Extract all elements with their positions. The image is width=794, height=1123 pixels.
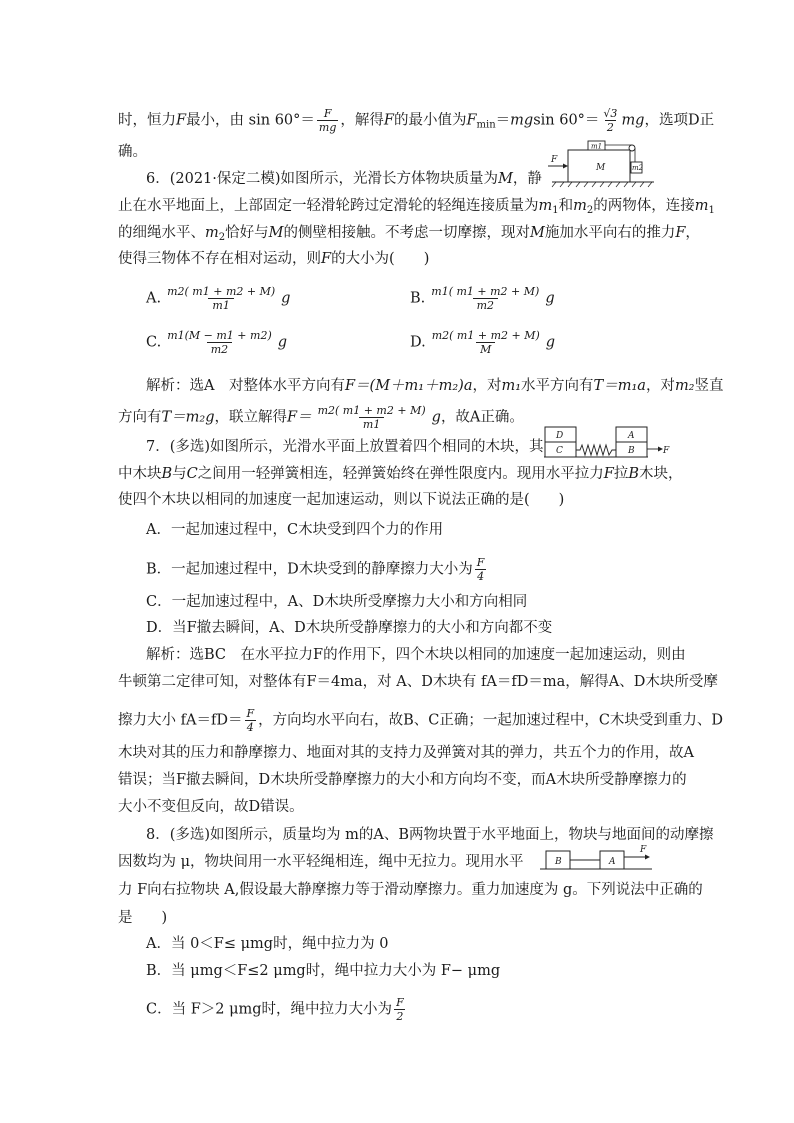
- text: 方向有: [118, 409, 162, 426]
- sub: 1: [552, 205, 559, 216]
- denominator: 2: [396, 1010, 404, 1023]
- var-m1: m: [538, 198, 553, 214]
- q8-line-3: 力 F向右拉物块 A,假设最大静摩擦力等于滑动摩擦力。重力加速度为 g。下列说法中正确的: [118, 882, 703, 898]
- q6-option-d: [410, 330, 555, 355]
- ground-hatch: [552, 182, 652, 187]
- numerator: √3: [603, 107, 618, 120]
- text: 的最小值为: [393, 112, 467, 129]
- text: 的大小为( ): [331, 251, 430, 267]
- pulley: [629, 145, 635, 151]
- denominator: m2: [207, 342, 232, 355]
- text: 拉: [613, 466, 629, 482]
- q7-solution-line-6: 大小不变但反向，故D错误。: [118, 799, 304, 815]
- numerator: m2( m1 + m2 + M): [317, 404, 426, 417]
- text: ，解得: [340, 112, 384, 129]
- label-D: D: [556, 431, 564, 441]
- text: 恰好与: [225, 225, 269, 241]
- text: 和: [558, 198, 574, 214]
- text: 擦力大小 fA＝fD＝: [118, 712, 243, 729]
- q6-line-2: [118, 196, 715, 216]
- text: sin 60°＝: [533, 112, 600, 129]
- q7-option-b: [146, 557, 488, 582]
- q7-solution-line-3: [118, 708, 723, 733]
- var-mg: mg: [510, 112, 534, 129]
- var-g: g: [545, 290, 555, 307]
- var-M: M: [498, 171, 513, 187]
- label-F: F: [640, 845, 647, 855]
- q7-option-c: C．一起加速过程中，A、D木块所受摩擦力大小和方向相同: [146, 594, 528, 610]
- fraction: [394, 997, 406, 1022]
- q6-line-4: [118, 249, 429, 269]
- var-mg: mg: [621, 112, 645, 129]
- option-label: C.: [146, 334, 162, 351]
- fraction: [163, 286, 279, 311]
- fraction: [317, 108, 338, 133]
- var-m2: m: [573, 198, 587, 214]
- q8-line-1: 8．(多选)如图所示，质量均为 m的A、B两物块置于水平地面上，物块与地面间的动摩擦: [146, 827, 714, 843]
- equation: T＝m₂g: [161, 409, 215, 426]
- q8-option-b: B．当 μmg＜F≤2 μmg时，绳中拉力大小为 F− μmg: [146, 963, 501, 979]
- denominator: 4: [477, 570, 485, 583]
- denominator: m1: [359, 417, 384, 430]
- text: ，对: [645, 378, 675, 394]
- var-g: g: [281, 290, 291, 307]
- denominator: mg: [318, 121, 337, 134]
- text: ，联立解得: [214, 409, 288, 426]
- numerator: m1(M − m1 + m2): [167, 329, 272, 342]
- text: ＝: [495, 112, 511, 129]
- text: 6．(2021·保定二模)如图所示，光滑长方体物块质量为: [146, 171, 499, 187]
- label-m2: m2: [632, 164, 644, 172]
- q7-solution-line-5: 错误；当F撤去瞬间，D木块所受静摩擦力的大小和方向均不变，而A木块所受静摩擦力的: [118, 772, 687, 788]
- sub: 1: [708, 205, 715, 216]
- q6-option-c: [146, 330, 287, 355]
- q7-solution-line-2: 牛顿第二定律可知，对整体有F＝4ma，对 A、D木块有 fA＝fD＝ma，解得A、D木块所受摩: [118, 674, 718, 690]
- fraction: [163, 330, 276, 355]
- text: 与: [172, 466, 187, 482]
- var-F: F: [176, 112, 187, 129]
- text: B．一起加速过程中，D木块受到的静摩擦力大小为: [146, 561, 473, 578]
- label-A: A: [628, 431, 635, 441]
- var-g: g: [277, 334, 288, 351]
- numerator: F: [246, 707, 255, 720]
- var-F: F: [603, 466, 614, 482]
- label-C: C: [556, 446, 563, 456]
- spring: [576, 445, 616, 455]
- q7-figure: [544, 423, 670, 459]
- q7-option-d: D．当F撤去瞬间，A、D木块所受静摩擦力的大小和方向都不变: [146, 620, 553, 636]
- fraction: [244, 708, 256, 733]
- q8-option-a: A．当 0＜F≤ μmg时，绳中拉力为 0: [146, 936, 389, 952]
- denominator: m1: [208, 298, 233, 311]
- text: 中木块: [118, 466, 162, 482]
- option-label: A.: [146, 290, 162, 307]
- var-m1: m₁: [501, 378, 522, 394]
- var-m1: m: [694, 198, 709, 214]
- var-F: F: [675, 225, 686, 241]
- text: 止在水平地面上，上部固定一轻滑轮跨过定滑轮的轻绳连接质量为: [118, 198, 539, 214]
- q8-figure: [540, 843, 660, 873]
- option-label: D.: [410, 334, 426, 351]
- numerator: m2( m1 + m2 + M): [431, 329, 540, 342]
- var-M: M: [268, 225, 284, 241]
- denominator: M: [476, 342, 495, 355]
- label-F: F: [551, 155, 558, 165]
- q7-solution-line-4: 木块对其的压力和静摩擦力、地面对其的支持力及弹簧对其的弹力，共五个力的作用，故A: [118, 745, 694, 761]
- numerator: F: [396, 996, 404, 1009]
- numerator: F: [323, 107, 332, 120]
- var-F: F: [321, 251, 332, 267]
- text: ，方向均水平向右，故B、C正确；一起加速过程中，C木块受到重力、D: [258, 712, 724, 729]
- text: 的细绳水平、: [118, 225, 205, 241]
- var-g: g: [431, 409, 441, 426]
- subscript: min: [476, 119, 496, 131]
- text: ，故A正确。: [440, 409, 524, 426]
- text: 水平方向有: [521, 378, 594, 394]
- sub: 2: [218, 232, 226, 243]
- var-B: B: [628, 466, 639, 482]
- q6-option-b: [410, 286, 555, 311]
- var-g: g: [545, 334, 556, 351]
- var-B: B: [161, 466, 173, 482]
- text: 的侧壁相接触。不考虑一切摩擦，现对: [283, 225, 530, 241]
- fraction: [314, 405, 430, 430]
- var-M: M: [529, 225, 545, 241]
- q6-line-3: [118, 223, 700, 243]
- label-A: A: [609, 857, 616, 867]
- q8-option-c: [146, 997, 408, 1022]
- intro-line-2: 确。: [118, 144, 147, 160]
- text: C．当 F＞2 μmg时，绳中拉力大小为: [146, 1001, 393, 1018]
- denominator: 4: [246, 721, 254, 734]
- fraction: [475, 557, 487, 582]
- q6-figure: [548, 140, 658, 190]
- text: 使得三物体不存在相对运动，则: [118, 251, 321, 267]
- q6-line-1: [146, 169, 542, 189]
- text: ，静: [512, 171, 542, 187]
- numerator: m2( m1 + m2 + M): [167, 285, 276, 298]
- option-label: B.: [410, 290, 426, 307]
- fraction: [427, 286, 543, 311]
- var-F: F: [466, 112, 477, 129]
- q7-line-2: [118, 464, 682, 484]
- text: 的两物体，连接: [593, 198, 695, 214]
- q6-solution-line-1: [146, 376, 724, 396]
- text: 解析：选A 对整体水平方向有: [146, 378, 345, 394]
- label-m1: m1: [591, 142, 603, 151]
- text: 竖直: [694, 378, 724, 394]
- sub: 2: [586, 205, 594, 216]
- fraction: [601, 108, 619, 133]
- q7-solution-line-1: 解析：选BC 在水平拉力F的作用下，四个木块以相同的加速度一起加速运动，则由: [146, 647, 686, 663]
- var-m2: m₂: [674, 378, 695, 394]
- text: 之间用一轻弹簧相连，轻弹簧始终在弹性限度内。现用水平拉力: [197, 466, 604, 482]
- text: ，对: [472, 378, 502, 394]
- fraction: [428, 330, 544, 355]
- intro-line-1: [118, 108, 714, 133]
- q8-line-2: 因数均为 μ，物块间用一水平轻绳相连，绳中无拉力。现用水平: [118, 854, 524, 870]
- q6-solution-line-2: [118, 405, 524, 430]
- label-B: B: [555, 857, 562, 867]
- q7-line-1: 7．(多选)如图所示，光滑水平面上放置着四个相同的木块，其: [146, 439, 544, 455]
- text: 时，恒力: [118, 112, 176, 129]
- q7-option-a: A．一起加速过程中，C木块受到四个力的作用: [146, 522, 444, 538]
- text: ，选项D正: [644, 112, 715, 129]
- label-F: F: [663, 446, 670, 456]
- var-C: C: [186, 466, 198, 482]
- text: ，: [685, 225, 700, 241]
- arrow-head: [563, 164, 568, 169]
- var-m2: m: [205, 225, 219, 241]
- label-M: M: [596, 163, 606, 173]
- var-F: F: [383, 112, 394, 129]
- equation: T＝m₁a: [593, 378, 646, 394]
- q7-line-3: 使四个木块以相同的加速度一起加速运动，则以下说法正确的是( ): [118, 492, 565, 508]
- text: 木块，: [638, 466, 683, 482]
- arrow-head: [645, 855, 650, 860]
- q6-option-a: [146, 286, 290, 311]
- numerator: F: [476, 556, 485, 569]
- denominator: 2: [606, 121, 614, 134]
- denominator: m2: [473, 298, 498, 311]
- equation: F＝(M＋m₁＋m₂)a: [344, 378, 473, 394]
- numerator: m1( m1 + m2 + M): [431, 285, 540, 298]
- label-B: B: [628, 446, 635, 456]
- equation: F＝: [287, 409, 312, 426]
- q8-line-4: 是 ): [118, 910, 168, 926]
- text: 施加水平向右的推力: [544, 225, 676, 241]
- text: 最小，由 sin 60°＝: [186, 112, 315, 129]
